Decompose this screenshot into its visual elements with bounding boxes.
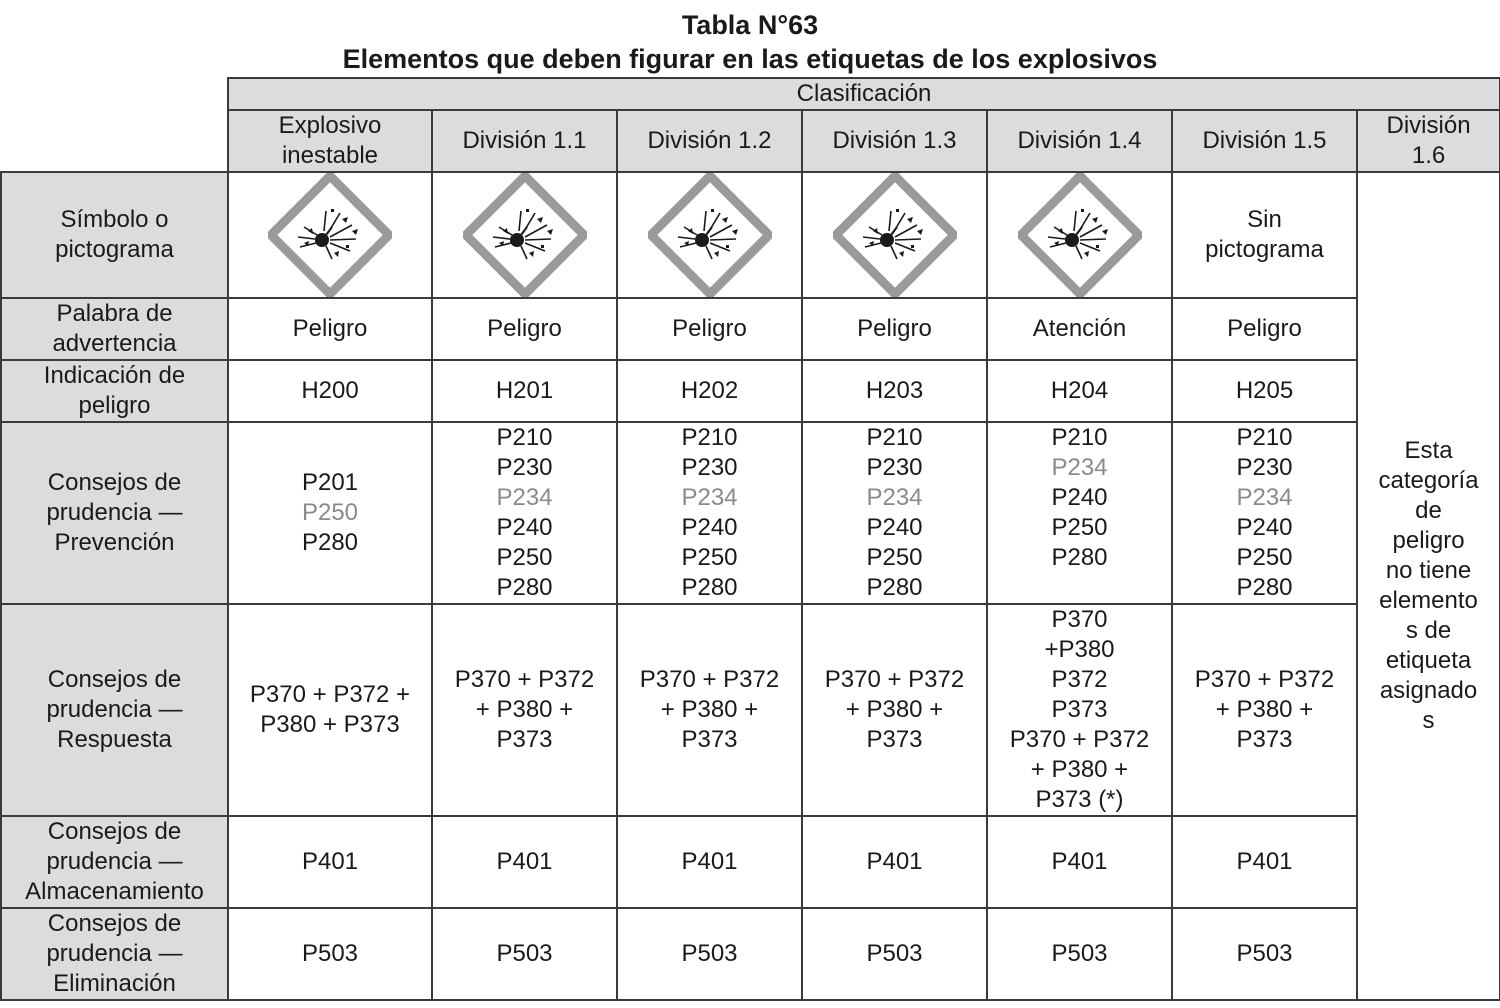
palabra-value: Peligro xyxy=(1172,298,1357,360)
cell-line: +P380 xyxy=(1044,636,1115,663)
cell-line: División 1.5 xyxy=(1202,127,1327,154)
cell-line: División 1.1 xyxy=(462,127,587,154)
precaution-code: P210 xyxy=(681,424,738,451)
cell-line: P373 (*) xyxy=(1035,786,1124,813)
explosives-label-table xyxy=(0,77,1500,1001)
cell-line: peligro xyxy=(1392,527,1465,554)
cell-line: P372 xyxy=(1051,666,1108,693)
prevencion-cell xyxy=(228,422,432,604)
eliminacion-value: P503 xyxy=(432,908,617,1000)
row-label-indicacion xyxy=(1,360,228,422)
indicacion-value: H204 xyxy=(987,360,1172,422)
cell-line: + P380 + xyxy=(475,696,574,723)
precaution-code: P230 xyxy=(1236,454,1293,481)
cell-line: s xyxy=(1422,707,1435,734)
no-pictogram-cell xyxy=(1172,172,1357,298)
prevencion-cell xyxy=(432,422,617,604)
cell-line: Sin xyxy=(1247,206,1282,233)
table-row xyxy=(1,604,1500,816)
palabra-value: Peligro xyxy=(432,298,617,360)
precaution-code: P280 xyxy=(1236,574,1293,601)
pictogram-cell xyxy=(617,172,802,298)
table-row xyxy=(1,816,1500,908)
cell-line: categoría xyxy=(1378,467,1479,494)
eliminacion-value: P503 xyxy=(987,908,1172,1000)
precaution-code: P250 xyxy=(681,544,738,571)
cell-line: Respuesta xyxy=(57,726,172,753)
prevencion-cell xyxy=(617,422,802,604)
precaution-code: P230 xyxy=(496,454,553,481)
exploding-bomb-icon xyxy=(648,173,772,297)
precaution-code: P210 xyxy=(866,424,923,451)
cell-line: de xyxy=(1415,497,1442,524)
indicacion-value: H201 xyxy=(432,360,617,422)
pictogram-cell xyxy=(802,172,987,298)
table-row xyxy=(1,172,1500,298)
palabra-value: Peligro xyxy=(617,298,802,360)
cell-line: P380 + P373 xyxy=(260,711,400,738)
cell-line: Almacenamiento xyxy=(25,878,204,905)
row-label-palabra xyxy=(1,298,228,360)
precaution-code: P240 xyxy=(1236,514,1293,541)
cell-line: P370 xyxy=(1051,606,1108,633)
cell-line: prudencia — xyxy=(46,499,183,526)
exploding-bomb-icon xyxy=(268,173,392,297)
cell-line: prudencia — xyxy=(46,940,183,967)
cell-line: División 1.4 xyxy=(1017,127,1142,154)
precaution-code: P240 xyxy=(866,514,923,541)
precaution-code: P201 xyxy=(301,469,359,496)
table-row xyxy=(1,360,1500,422)
cell-line: Símbolo o xyxy=(60,206,169,233)
cell-line: P373 xyxy=(866,726,923,753)
cell-line: prudencia — xyxy=(46,696,183,723)
prevencion-cell xyxy=(802,422,987,604)
indicacion-value: H205 xyxy=(1172,360,1357,422)
precaution-code: P250 xyxy=(1051,514,1108,541)
cell-line: P373 xyxy=(1051,696,1108,723)
table-row xyxy=(1,298,1500,360)
exploding-bomb-icon xyxy=(463,173,587,297)
cell-line: P370 + P372 xyxy=(1009,726,1150,753)
precaution-code: P210 xyxy=(496,424,553,451)
palabra-value: Peligro xyxy=(802,298,987,360)
palabra-value: Peligro xyxy=(228,298,432,360)
precaution-code: P280 xyxy=(301,529,359,556)
cell-line: División xyxy=(1386,112,1471,139)
cell-line: Eliminación xyxy=(53,970,176,997)
precaution-code: P280 xyxy=(496,574,553,601)
cell-line: P370 + P372 xyxy=(454,666,595,693)
cell-line: inestable xyxy=(281,142,379,169)
respuesta-cell xyxy=(1172,604,1357,816)
indicacion-value: H202 xyxy=(617,360,802,422)
exploding-bomb-icon xyxy=(1018,173,1142,297)
cell-line: + P380 + xyxy=(660,696,759,723)
respuesta-cell xyxy=(987,604,1172,816)
precaution-code: P240 xyxy=(1051,484,1108,511)
precaution-code: P240 xyxy=(681,514,738,541)
exploding-bomb-icon xyxy=(833,173,957,297)
clasificacion-header: Clasificación xyxy=(228,78,1500,110)
cell-line: asignado xyxy=(1379,677,1478,704)
cell-line: Indicación de xyxy=(43,362,186,389)
cell-line: etiqueta xyxy=(1385,647,1472,674)
cell-line: División 1.3 xyxy=(832,127,957,154)
cell-line: pictograma xyxy=(55,236,174,263)
division-header-2 xyxy=(617,110,802,172)
cell-line: Prevención xyxy=(54,529,175,556)
division-header-4 xyxy=(987,110,1172,172)
cell-line: peligro xyxy=(78,392,151,419)
table-row xyxy=(1,908,1500,1000)
division-header-3 xyxy=(802,110,987,172)
cell-line: s de xyxy=(1405,617,1452,644)
row-label-simbolo xyxy=(1,172,228,298)
precaution-code: P250 xyxy=(496,544,553,571)
table-number: Tabla N°63 xyxy=(681,10,819,40)
indicacion-value: H200 xyxy=(228,360,432,422)
almacenamiento-value: P401 xyxy=(617,816,802,908)
row-label-respuesta xyxy=(1,604,228,816)
precaution-code: P240 xyxy=(496,514,553,541)
eliminacion-value: P503 xyxy=(802,908,987,1000)
cell-line: Consejos de xyxy=(47,469,182,496)
division-header-1 xyxy=(432,110,617,172)
cell-line: elemento xyxy=(1379,587,1478,614)
cell-line: P373 xyxy=(681,726,738,753)
precaution-code: P234 xyxy=(866,484,923,511)
table-row xyxy=(1,422,1500,604)
respuesta-cell xyxy=(228,604,432,816)
corner-blank xyxy=(1,78,228,172)
precaution-code: P280 xyxy=(1051,544,1108,571)
cell-line: P370 + P372 + xyxy=(249,681,411,708)
division-header-0 xyxy=(228,110,432,172)
cell-line: P370 + P372 xyxy=(639,666,780,693)
precaution-code: P234 xyxy=(681,484,738,511)
precaution-code: P250 xyxy=(1236,544,1293,571)
precaution-code: P230 xyxy=(681,454,738,481)
cell-line: Consejos de xyxy=(47,666,182,693)
precaution-code: P250 xyxy=(866,544,923,571)
almacenamiento-value: P401 xyxy=(1172,816,1357,908)
precaution-code: P230 xyxy=(866,454,923,481)
precaution-code: P234 xyxy=(1051,454,1108,481)
table-title: Elementos que deben figurar en las etiquetas de los explosivos xyxy=(342,44,1158,74)
cell-line: prudencia — xyxy=(46,848,183,875)
cell-line: no tiene xyxy=(1385,557,1472,584)
eliminacion-value: P503 xyxy=(228,908,432,1000)
cell-line: División 1.2 xyxy=(647,127,772,154)
precaution-code: P280 xyxy=(681,574,738,601)
pictogram-cell xyxy=(228,172,432,298)
cell-line: Explosivo xyxy=(278,112,382,139)
cell-line: 1.6 xyxy=(1411,142,1446,169)
cell-line: P370 + P372 xyxy=(1194,666,1335,693)
precaution-code: P210 xyxy=(1051,424,1108,451)
respuesta-cell xyxy=(432,604,617,816)
precaution-code: P234 xyxy=(496,484,553,511)
almacenamiento-value: P401 xyxy=(987,816,1172,908)
division-1-6-note xyxy=(1357,172,1500,1000)
cell-line: Consejos de xyxy=(47,818,182,845)
cell-line: P370 + P372 xyxy=(824,666,965,693)
cell-line: P373 xyxy=(496,726,553,753)
almacenamiento-value: P401 xyxy=(432,816,617,908)
cell-line: pictograma xyxy=(1205,236,1324,263)
respuesta-cell xyxy=(617,604,802,816)
cell-line: Esta xyxy=(1404,437,1453,464)
cell-line: + P380 + xyxy=(845,696,944,723)
cell-line: + P380 + xyxy=(1215,696,1314,723)
cell-line: Consejos de xyxy=(47,910,182,937)
precaution-code: P234 xyxy=(1236,484,1293,511)
cell-line: advertencia xyxy=(52,330,177,357)
row-label-almacenamiento xyxy=(1,816,228,908)
respuesta-cell xyxy=(802,604,987,816)
row-label-eliminacion xyxy=(1,908,228,1000)
indicacion-value: H203 xyxy=(802,360,987,422)
precaution-code: P210 xyxy=(1236,424,1293,451)
division-header-6 xyxy=(1357,110,1500,172)
pictogram-cell xyxy=(432,172,617,298)
cell-line: P373 xyxy=(1236,726,1293,753)
pictogram-cell xyxy=(987,172,1172,298)
precaution-code: P250 xyxy=(301,499,359,526)
eliminacion-value: P503 xyxy=(1172,908,1357,1000)
precaution-code: P280 xyxy=(866,574,923,601)
cell-line: + P380 + xyxy=(1030,756,1129,783)
cell-line: Palabra de xyxy=(56,300,173,327)
almacenamiento-value: P401 xyxy=(802,816,987,908)
prevencion-cell xyxy=(987,422,1172,604)
division-header-5 xyxy=(1172,110,1357,172)
eliminacion-value: P503 xyxy=(617,908,802,1000)
row-label-prevencion xyxy=(1,422,228,604)
palabra-value: Atención xyxy=(987,298,1172,360)
prevencion-cell xyxy=(1172,422,1357,604)
almacenamiento-value: P401 xyxy=(228,816,432,908)
